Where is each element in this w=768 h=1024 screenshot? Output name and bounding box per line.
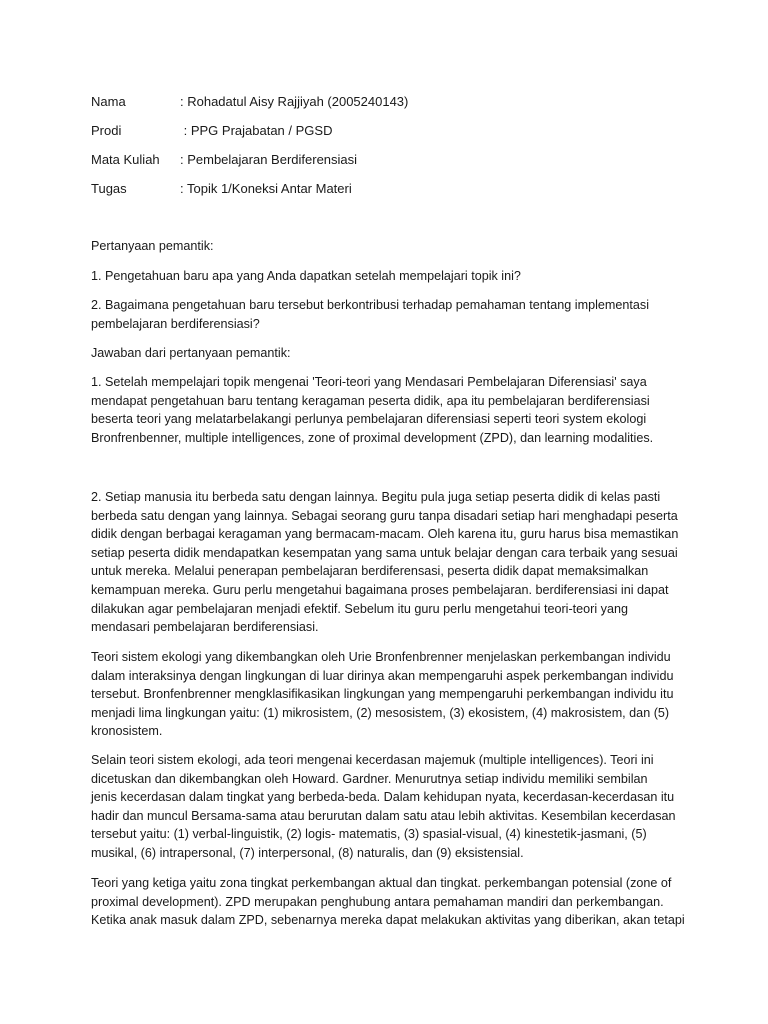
prodi-value: : PPG Prajabatan / PGSD [180,123,333,138]
paragraph-question-2 [91,296,691,333]
paragraph-answer-1 [91,373,691,447]
paragraph-teori-ekologi [91,648,691,741]
text-line: menjadi lima lingkungan yaitu: (1) mikrosistem, (2) mesosistem, (3) ekosistem, (4) makrosistem, dan (5) [91,705,670,720]
text-line: jenis kecerdasan dalam tingkat yang berbeda-beda. Dalam kehidupan nyata, kecerdasan-kecerdasan itu [91,790,675,805]
text-line: tersebut. Bronfenbrenner mengklasifikasikan lingkungan yang mempengaruhi perkembangan individu itu [91,687,674,702]
text-line: Teori sistem ekologi yang dikembangkan oleh Urie Bronfenbrenner menjelaskan perkembangan individu [91,650,671,664]
paragraph-jawaban-heading [91,344,691,363]
text-line: dicetuskan dan dikembangkan oleh Howard. Gardner. Menurutnya setiap individu memiliki sembilan [91,771,648,786]
text-line: hadir dan muncul Bersama-sama atau berurutan dalam satu atau lebih aktivitas. Kesembilan kecerdasan [91,808,676,823]
text-line: Teori yang ketiga yaitu zona tingkat perkembangan aktual dan tingkat. perkembangan potensial (zone of [91,876,672,890]
mata-kuliah-label: Mata Kuliah [91,152,160,167]
text-line: Jawaban dari pertanyaan pemantik: [91,346,291,360]
text-line: mendasari pembelajaran berdiferensiasi. [91,620,319,635]
tugas-value: : Topik 1/Koneksi Antar Materi [180,181,352,196]
text-line: setiap peserta didik mendapatkan kesempatan yang sama untuk belajar dengan cara terbaik yang sesuai [91,545,678,560]
text-line: 1. Pengetahuan baru apa yang Anda dapatkan setelah mempelajari topik ini? [91,269,521,283]
text-line: mendapat pengetahuan baru tentang keragaman peserta didik, apa itu pembelajaran berdiferensiasi [91,393,650,408]
text-line: berbeda satu dengan yang lainnya. Sebagai seorang guru tanpa disadari setiap hari menghadapi peserta [91,508,678,523]
text-line: beserta teori yang melatarbelakangi perlunya pembelajaran diferensiasi seperti teori system ekologi [91,412,647,427]
text-line: dilakukan agar pembelajaran menjadi efektif. Sebelum itu guru perlu mengetahui teori-teori yang [91,601,628,616]
mata-kuliah-value: : Pembelajaran Berdiferensiasi [180,152,358,167]
paragraph-multiple-intelligences [91,751,691,863]
text-line: Ketika anak masuk dalam ZPD, sebenarnya mereka dapat melakukan aktivitas yang diberikan, akan tetapi [91,913,685,928]
paragraph-pertanyaan-heading [91,237,691,256]
nama-label: Nama [91,94,126,109]
text-line: didik dengan berbagai keragaman yang bermacam-macam. Oleh karena itu, guru harus bisa memastikan [91,527,679,542]
paragraph-question-1 [91,267,691,286]
text-line: 1. Setelah mempelajari topik mengenai 'Teori-teori yang Mendasari Pembelajaran Diferensiasi' saya [91,375,647,389]
text-line: Pertanyaan pemantik: [91,239,214,253]
text-line: Bronfrenbenner, multiple intelligences, zone of proximal development (ZPD), dan learning modalities. [91,430,654,445]
header-nama [91,94,408,110]
text-line: kemampuan mereka. Guru perlu mengetahui bagaimana proses pembelajaran. berdiferensiasi ini dapat [91,582,669,597]
text-line: 2. Setiap manusia itu berbeda satu dengan lainnya. Begitu pula juga setiap peserta didik di kelas pasti [91,490,661,504]
header-prodi [91,123,332,139]
nama-value: : Rohadatul Aisy Rajjiyah (2005240143) [180,94,409,109]
text-line: proximal development). ZPD merupakan penghubung antara pemahaman mandiri dan perkembangan. [91,894,664,909]
text-line: tersebut yaitu: (1) verbal-linguistik, (2) logis- matematis, (3) spasial-visual, (4) kinestetik-jasmani, (5) [91,827,647,842]
text-line: musikal, (6) intrapersonal, (7) interpersonal, (8) naturalis, dan (9) eksistensial. [91,845,524,860]
text-line: untuk mereka. Melalui penerapan pembelajaran berdiferensasi, peserta didik dapat memaksimalkan [91,564,649,579]
paragraph-zpd [91,874,691,930]
text-line: dalam interaksinya dengan lingkungan di luar dirinya akan mempengaruhi aspek perkembangan individu [91,668,674,683]
prodi-label: Prodi [91,123,122,138]
text-line: Selain teori sistem ekologi, ada teori mengenai kecerdasan majemuk (multiple intelligences). Teori ini [91,753,654,767]
header-tugas [91,181,352,197]
tugas-label: Tugas [91,181,127,196]
header-mata-kuliah [91,152,357,168]
text-line: 2. Bagaimana pengetahuan baru tersebut berkontribusi terhadap pemahaman tentang implementasi [91,298,649,312]
text-line: kronosistem. [91,724,163,739]
paragraph-answer-2 [91,488,691,637]
text-line: pembelajaran berdiferensiasi? [91,316,260,331]
